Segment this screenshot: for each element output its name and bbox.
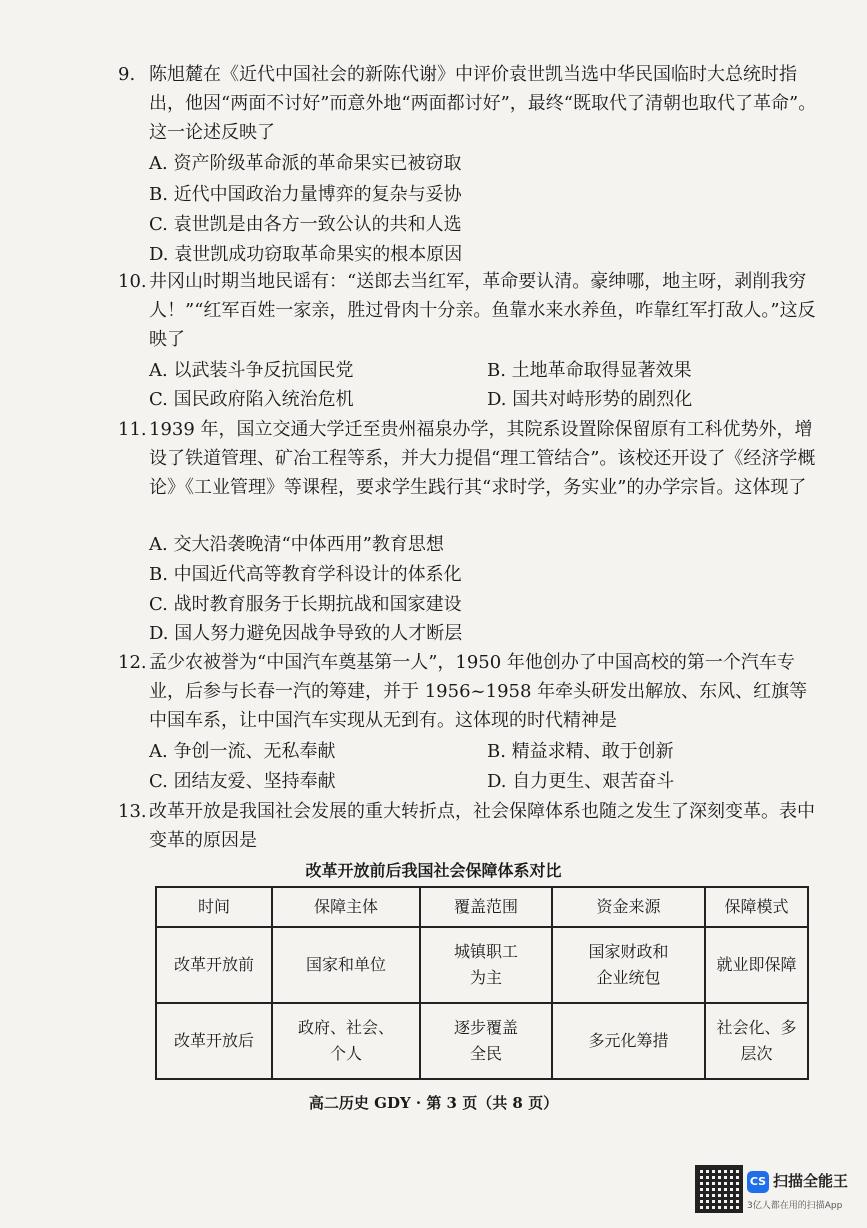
- table-row: [156, 927, 808, 1003]
- table-title: 改革开放前后我国社会保障体系对比: [305, 861, 562, 880]
- question-11-stem: [118, 415, 818, 502]
- question-number: 9.: [118, 64, 136, 85]
- option-11b: B. 中国近代高等教育学科设计的体系化: [149, 564, 462, 585]
- question-12-stem: [118, 648, 818, 735]
- comparison-table: [155, 886, 809, 1080]
- option-12c: C. 团结友爱、坚持奉献: [149, 771, 336, 792]
- option-11c: C. 战时教育服务于长期抗战和国家建设: [149, 594, 462, 615]
- table-cell: 逐步覆盖 全民: [420, 1003, 552, 1079]
- table-header-cell: 覆盖范围: [420, 887, 552, 927]
- table-row: [156, 1003, 808, 1079]
- question-text: 井冈山时期当地民谣有：“送郎去当红军，革命要认清。豪绅哪，地主呀，剥削我穷人！”“红军百姓一家亲，胜过骨肉十分亲。鱼靠水来水养鱼，咋靠红军打敌人。”这反映了: [149, 271, 816, 350]
- question-9-stem: [118, 60, 818, 147]
- question-text: 陈旭麓在《近代中国社会的新陈代谢》中评价袁世凯当选中华民国临时大总统时指出，他因“两面不讨好”而意外地“两面都讨好”，最终“既取代了清朝也取代了革命”。这一论述反映了: [149, 64, 817, 143]
- question-number: 11.: [118, 419, 147, 440]
- option-12d: D. 自力更生、艰苦奋斗: [487, 771, 675, 792]
- question-number: 10.: [118, 271, 147, 292]
- question-12: [118, 648, 818, 735]
- page-footer: 高二历史 GDY · 第 3 页（共 8 页）: [308, 1094, 559, 1112]
- watermark-app-name: 扫描全能王: [773, 1172, 849, 1190]
- watermark-tagline: 3亿人都在用的扫描App: [747, 1201, 843, 1211]
- option-9d: D. 袁世凯成功窃取革命果实的根本原因: [149, 244, 463, 265]
- question-13: [118, 797, 818, 855]
- option-9c: C. 袁世凯是由各方一致公认的共和人选: [149, 214, 462, 235]
- camscanner-logo-icon: CS: [747, 1171, 769, 1193]
- table-header-cell: 时间: [156, 887, 272, 927]
- table-cell: 政府、社会、 个人: [272, 1003, 420, 1079]
- option-12b: B. 精益求精、敢于创新: [487, 741, 674, 762]
- option-11d: D. 国人努力避免因战争导致的人才断层: [149, 623, 463, 644]
- question-number: 13.: [118, 801, 147, 822]
- table-header-cell: 保障主体: [272, 887, 420, 927]
- table-header-cell: 保障模式: [705, 887, 808, 927]
- option-11a: A. 交大沿袭晚清“中体西用”教育思想: [149, 534, 444, 555]
- table-header-cell: 资金来源: [552, 887, 705, 927]
- question-10: [118, 267, 818, 354]
- qr-code-icon: [695, 1165, 743, 1213]
- table-cell: 城镇职工 为主: [420, 927, 552, 1003]
- scanner-watermark: [695, 1165, 855, 1215]
- question-text: 改革开放是我国社会发展的重大转折点，社会保障体系也随之发生了深刻变革。表中变革的原因是: [149, 801, 815, 851]
- table-cell: 改革开放前: [156, 927, 272, 1003]
- question-10-stem: [118, 267, 818, 354]
- option-10a: A. 以武装斗争反抗国民党: [149, 360, 354, 381]
- option-9b: B. 近代中国政治力量博弈的复杂与妥协: [149, 184, 462, 205]
- option-10c: C. 国民政府陷入统治危机: [149, 389, 354, 410]
- table-cell: 国家财政和 企业统包: [552, 927, 705, 1003]
- question-9: [118, 60, 818, 147]
- question-13-stem: [118, 797, 818, 855]
- table-cell: 国家和单位: [272, 927, 420, 1003]
- option-12a: A. 争创一流、无私奉献: [149, 741, 336, 762]
- table-cell: 就业即保障: [705, 927, 808, 1003]
- question-text: 1939 年，国立交通大学迁至贵州福泉办学，其院系设置除保留原有工科优势外，增设了铁道管理、矿冶工程等系，并大力提倡“理工管结合”。该校还开设了《经济学概论》《工业管理》等课程，要求学生践行其“求时学，务实业”的办学宗旨。这体现了: [149, 419, 816, 498]
- table-cell: 社会化、多层次: [705, 1003, 808, 1079]
- question-text: 孟少农被誉为“中国汽车奠基第一人”，1950 年他创办了中国高校的第一个汽车专业，后参与长春一汽的筹建，并于 1956~1958 年牵头研发出解放、东风、红旗等中国车系，让中国汽车实现从无到有。这体现的时代精神是: [149, 652, 808, 731]
- question-11: [118, 415, 818, 502]
- table-cell: 多元化筹措: [552, 1003, 705, 1079]
- option-10d: D. 国共对峙形势的剧烈化: [487, 389, 693, 410]
- option-10b: B. 土地革命取得显著效果: [487, 360, 692, 381]
- question-number: 12.: [118, 652, 147, 673]
- table-cell: 改革开放后: [156, 1003, 272, 1079]
- option-9a: A. 资产阶级革命派的革命果实已被窃取: [149, 153, 462, 174]
- table-header-row: [156, 887, 808, 927]
